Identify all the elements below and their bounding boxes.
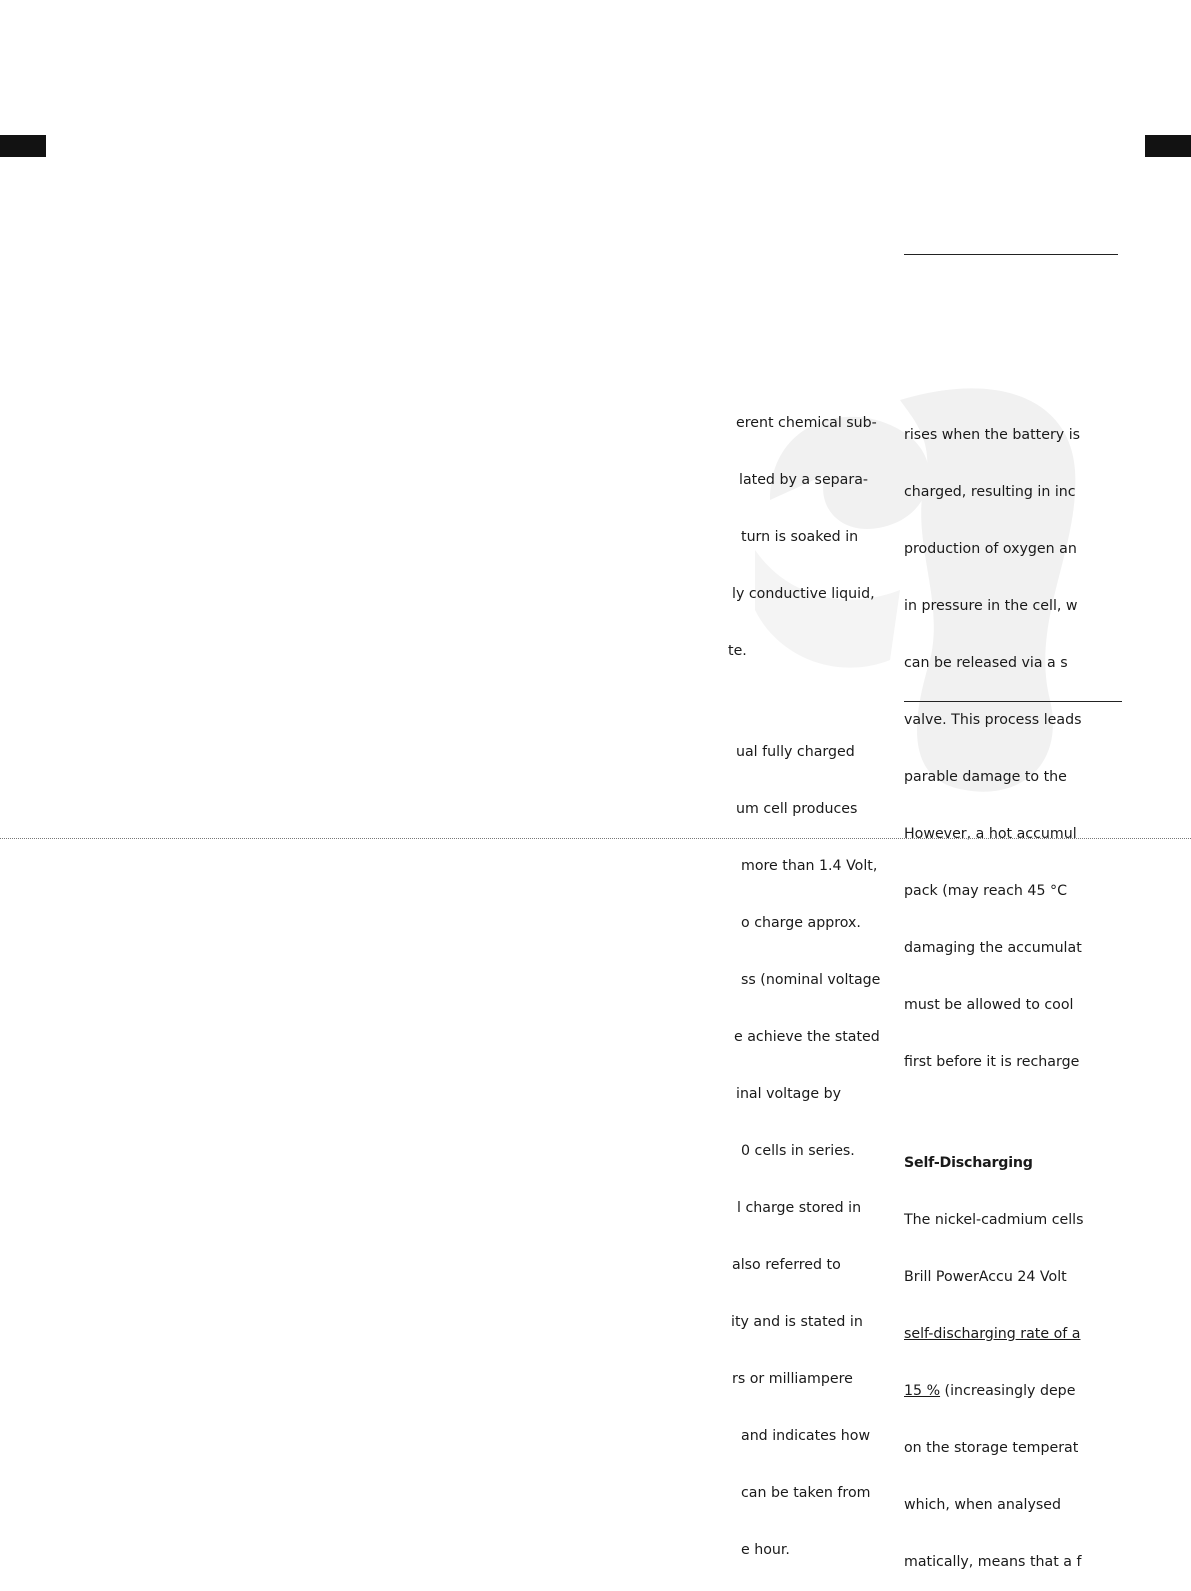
- text-line: 0 cells in series.: [741, 1143, 855, 1159]
- text-line: Brill PowerAccu 24 Volt: [904, 1269, 1067, 1285]
- section-tab-left: [0, 135, 46, 157]
- text-line: and indicates how: [741, 1428, 871, 1444]
- text-line: more than 1.4 Volt,: [741, 858, 878, 874]
- text-line: ly conductive liquid,: [732, 586, 875, 602]
- right-text-column: [904, 388, 1084, 1591]
- page-bottom-border: [0, 838, 1191, 839]
- text-line: o charge approx.: [741, 915, 861, 931]
- text-line: production of oxygen an: [904, 541, 1077, 557]
- text-line: self-discharging rate of a: [904, 1326, 1081, 1342]
- text-line: parable damage to the: [904, 769, 1067, 785]
- left-text-column: [722, 376, 880, 1579]
- text-line: rises when the battery is: [904, 427, 1081, 443]
- text-line: erent chemical sub-: [736, 415, 877, 431]
- text-line: damaging the accumulat: [904, 940, 1082, 956]
- percent-value: 15 %: [904, 1383, 941, 1399]
- text-line: can be taken from: [741, 1485, 871, 1501]
- text-line: matically, means that a f: [904, 1554, 1082, 1570]
- text-line: um cell produces: [736, 801, 858, 817]
- text-line: rs or milliampere: [732, 1371, 853, 1387]
- text-line: inal voltage by: [736, 1086, 841, 1102]
- text-line: can be released via a s: [904, 655, 1068, 671]
- text-line: charged, resulting in inc: [904, 484, 1076, 500]
- text-line: l charge stored in: [737, 1200, 862, 1216]
- text-line: on the storage temperat: [904, 1440, 1079, 1456]
- text-line: e achieve the stated: [734, 1029, 880, 1045]
- text-line: in pressure in the cell, w: [904, 598, 1078, 614]
- text-line: pack (may reach 45 °C: [904, 883, 1067, 899]
- text-line: valve. This process leads: [904, 712, 1082, 728]
- text-line: e hour.: [741, 1542, 790, 1558]
- text-line: However, a hot accumul: [904, 826, 1077, 842]
- top-rule: [904, 254, 1118, 255]
- text-fragment: (increasingly depe: [940, 1383, 1076, 1399]
- text-line: turn is soaked in: [741, 529, 859, 545]
- text-line: ity and is stated in: [731, 1314, 863, 1330]
- text-line: also referred to: [732, 1257, 841, 1273]
- section-heading: Self-Discharging: [904, 1155, 1033, 1171]
- text-line: first before it is recharge: [904, 1054, 1080, 1070]
- section-tab-right: [1145, 135, 1191, 157]
- text-line: The nickel-cadmium cells: [904, 1212, 1084, 1228]
- text-line: te.: [728, 643, 747, 659]
- text-line: which, when analysed: [904, 1497, 1062, 1513]
- text-line: must be allowed to cool: [904, 997, 1074, 1013]
- text-line: lated by a separa-: [739, 472, 869, 488]
- text-line: ss (nominal voltage: [741, 972, 881, 988]
- text-line: ual fully charged: [736, 744, 855, 760]
- text-line-mixed: [904, 1382, 1084, 1401]
